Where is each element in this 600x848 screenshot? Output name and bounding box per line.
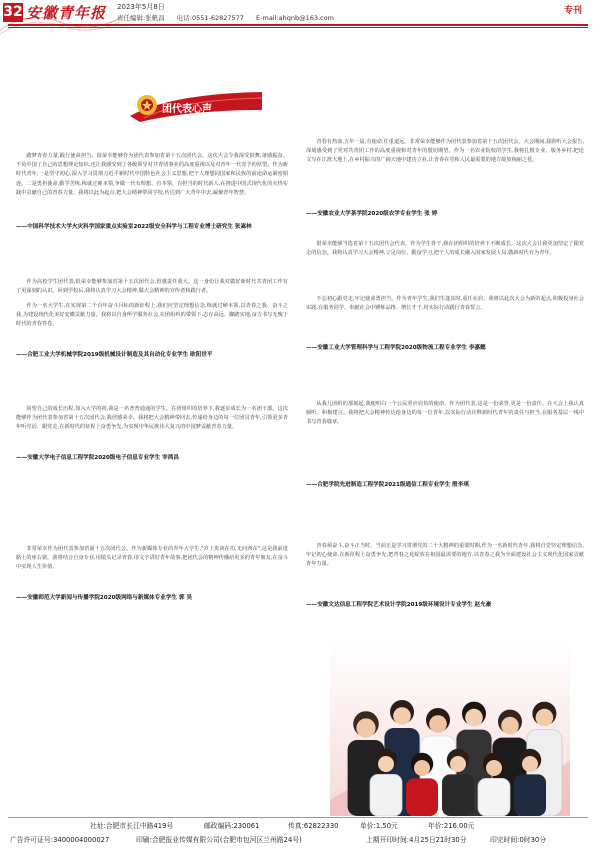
- article-3-body: 作为一名大学生,在实现第二个百年奋斗目标的新征程上,我们应坚定理想信念,练就过硬本领,以青春之我、奋斗之我,为建设现代化美好安徽贡献力量。我将以自身所学服务社会,在团组织的带领下,志存高远、脚踏实地,奋力书写无愧于时代的青春答卷。: [16, 303, 288, 328]
- footer-print-time: 上期开印时间:4月25日21时30分: [366, 836, 467, 844]
- column-title: 团代表心声: [162, 104, 212, 115]
- article-5-body: 非常荣幸作为团代表参加省第十五次团代会。作为新媒体专业的青年大学生,"岁上贵读在功,无问西东",这是我前进路上的座右铭。我将结合自身专业,用镜头记录青春,用文字讲好青年故事,把团代会的精神传播给更多的青年朋友,在奋斗中实现人生价值。: [16, 546, 288, 571]
- header-rule-thin: [8, 27, 588, 28]
- section-label: 专刊: [563, 6, 582, 16]
- article-9-body: 从我儿团组的那刻起,我便明白一个公民更应肩负的使命。作为团代表,这是一份荣誉,更是一份责任。在大会上我认真倾听、积极建言。我将把大会精神传达给身边的每一位青年,以实际行动诠释新时代青年的责任与担当,在服务基层一线中书写青春篇章。: [306, 401, 584, 426]
- article-9-signature: ——合肥学院先进制造工程学院2021级通信工程专业学生 殷李琪: [306, 482, 469, 488]
- page-header: [0, 0, 600, 24]
- article-6-signature: ——安徽农业大学茶学院2020级农学专业学生 张 婷: [306, 211, 438, 217]
- header-rule: [8, 24, 588, 26]
- article-1-signature: ——中国科学技术大学火灾科学国家重点实验室2022级安全科学与工程专业博士研究生 张嵩林: [16, 224, 252, 230]
- delegates-group-photo: [300, 640, 600, 816]
- article-5-signature: ——安徽师范大学新闻与传播学院2020级网络与新媒体专业学生 郭 昊: [16, 595, 193, 601]
- article-8-body: 不忘初心跟党走,牢记使命勇担当。作为青年学生,我们生逢其时,重任在肩。我将以此次大会为新的起点,积极投身社会实践,在服务同学、奉献社会中锤炼品格、增长才干,用实际行动践行青春誓言。: [306, 296, 584, 312]
- article-4-signature: ——安徽大学电子信息工程学院2020级电子信息专业学生 宰鸿昌: [16, 455, 179, 461]
- footer-address: 社址:合肥市长江中路419号: [90, 822, 174, 830]
- footer-postcode: 邮政编码:230061: [204, 822, 260, 830]
- phone-label: 电话:0551-62827577: [176, 14, 244, 22]
- footer-rule: [8, 817, 588, 818]
- article-8-signature: ——安徽工业大学管理科学与工程学院2020级物流工程专业学生 李嘉懿: [306, 345, 486, 351]
- footer-license: 广告许可证号:3400004000027: [10, 836, 110, 844]
- email-label: E-mail:ahqnb@163.com: [256, 14, 334, 22]
- footer-annual-price: 年价:216.00元: [428, 822, 475, 830]
- article-10-body: 青春须奋斗,奋斗正当时。当前正是学习贯彻党的二十大精神的重要时期,作为一名新时代青年,我将自觉坚定理想信念,牢记初心使命,在新征程上奋勇争先,把青春之花绽放在祖国最需要的地方,以青春之我为全面建设社会主义现代化国家贡献青年力量。: [306, 543, 584, 568]
- issue-date: 2023年5月8日: [117, 3, 165, 11]
- article-3-signature: ——合肥工业大学机械学院2019级机械设计制造及其自动化专业学生 欧阳世平: [16, 352, 213, 358]
- editor-label: 责任编辑:张帆昌: [117, 14, 165, 22]
- footer-fax: 传真:62822330: [288, 822, 339, 830]
- article-6-body: 青春有热血,五年一届,有使命,任重道远。非常荣幸能够作为团代表参加省第十五次团代会。大会期间,我聆听大会报告,深刻感受到了党对共青团工作的高度重视和对青年的殷切期望。作为一名农业院校的学生,我将扎根专业、服务乡村,把论文写在江淮大地上,在乡村振兴的广阔天地中建功立业,让青春在党和人民最需要的地方绽放绚丽之花。: [306, 139, 585, 164]
- page-number: 32: [3, 4, 23, 20]
- footer-finish-time: 印完时间:0时30分: [490, 836, 547, 844]
- article-7-body: 很荣幸能够当选省第十五次团代会代表。作为学生骨干,我在团组织的培养下不断成长。这次大会让我更加坚定了跟党走的信念。我将认真学习大会精神,立足岗位、勤奋学习,把个人的成长融入国家发展大局,做新时代有为青年。: [306, 241, 584, 257]
- footer-printer: 印刷:合肥报业传媒有限公司(合肥市包河区兰州路24号): [136, 836, 302, 844]
- newspaper-logo: 安徽青年报: [26, 4, 107, 22]
- article-1-body: 踏梦青春力量,践行使命担当。很荣幸能够作为团代表参加省第十五次团代会。这次大会令我深受鼓舞,备感振奋。不负中国了自己的思想理论知识,也让我感受到了各级领导对共青团事业的高度重视以及对青年一代寄予的厚望。作为新时代青年,一是坚守初心,深入学习贯彻习近平新时代中国特色社会主义思想,把个人理想同国家和民族的前途命运紧密相连。二是勇担使命,勤学苦练,练就过硬本领,争做一代有理想、有本领、有担当的时代新人,在推进中国式现代化的火热实践中贡献自己的青春力量。我将以此为起点,把大会精神带回学校,传达到广大青年中去,凝聚青年智慧。: [16, 153, 288, 196]
- article-4-body: 回望自己的成长历程,如入大学的初,我是一名普普通通的学生。在团组织的培养下,我逐步成长为一名团干部。这次能够作为团代表参加省第十五次团代会,我倍感荣幸。我将把大会精神带回去,传递给身边的每一位团员青年,引领更多青年听党话、跟党走,在新时代的征程上奋勇争先,为实现中华民族伟大复兴的中国梦贡献青春力量。: [16, 406, 288, 431]
- article-10-signature: ——安徽文达信息工程学院艺术设计学院2019级环境设计专业学生 赵允豪: [306, 602, 492, 608]
- footer-price: 单价:1.50元: [360, 822, 398, 830]
- header-contact: [117, 13, 344, 22]
- article-2-body: 作为高校学生团代表,很荣幸能够参加省第十五次团代会,倍感责任重大。这一身份让我对做好新时代共青团工作有了更深刻的认识。回到学校后,我将认真学习大会精神,做大会精神的宣传者和践行者。: [16, 279, 288, 295]
